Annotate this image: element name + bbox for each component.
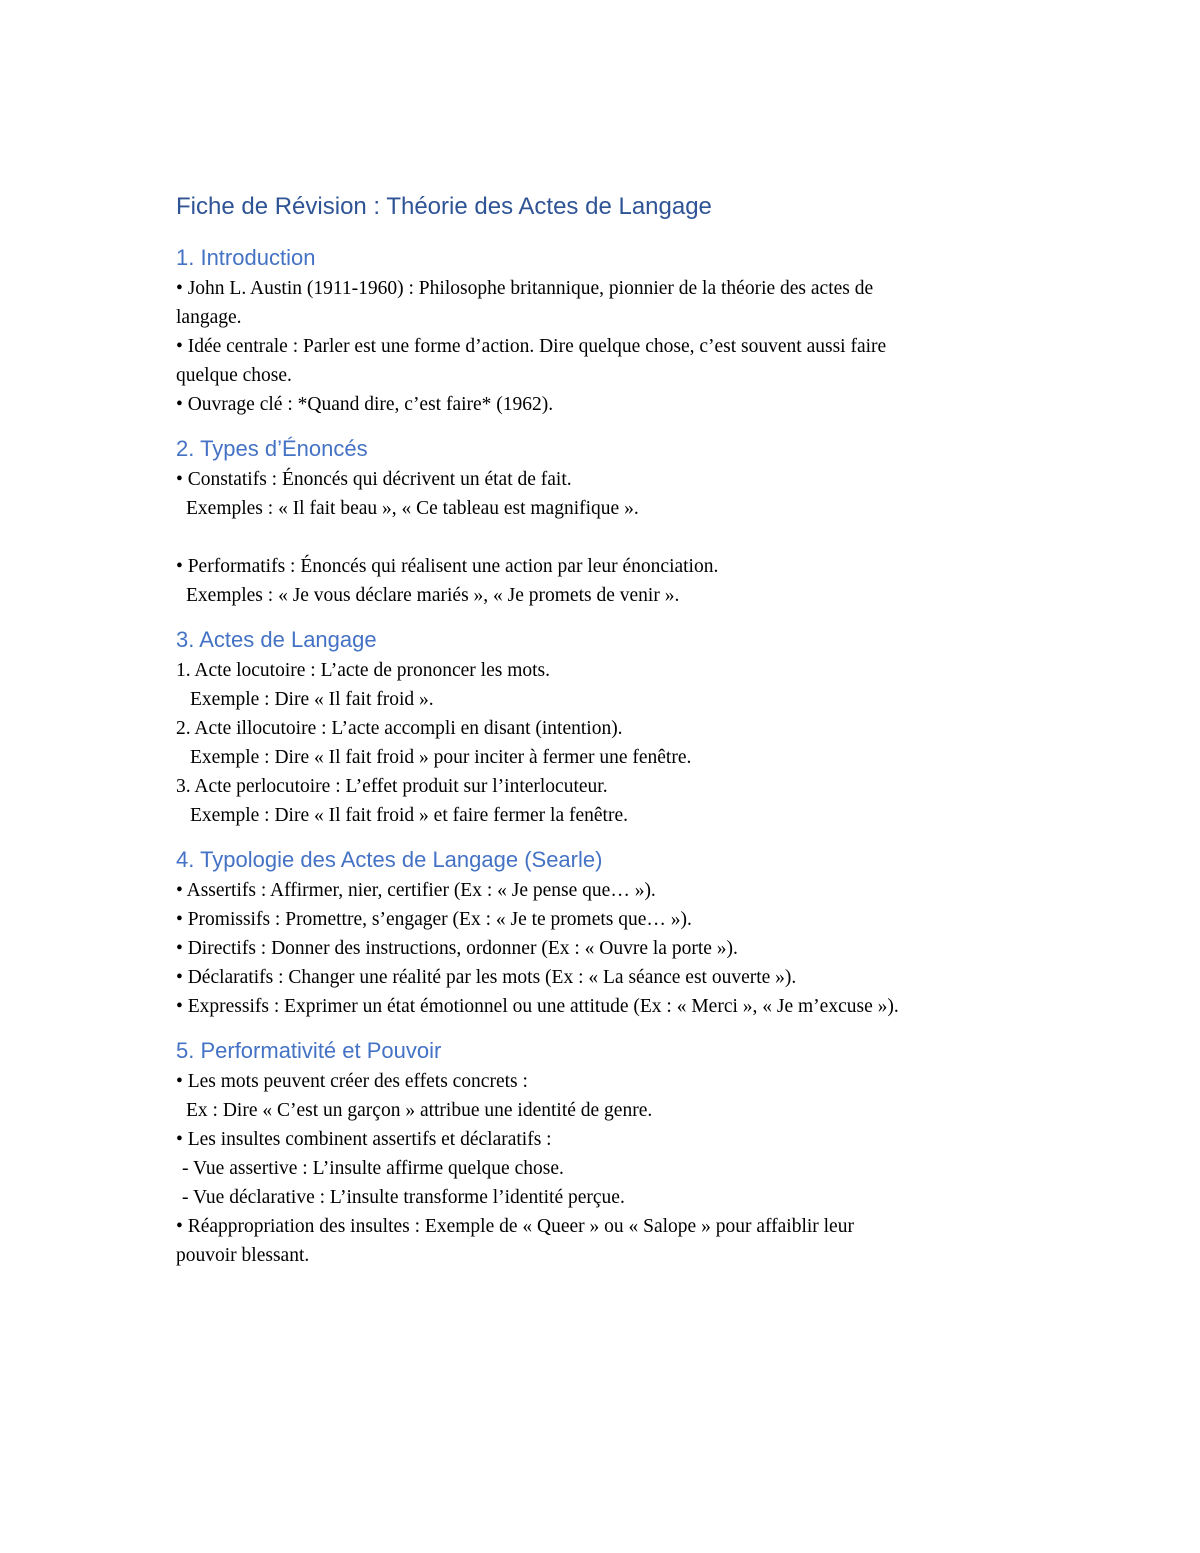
section-heading: 3. Actes de Langage [176,627,377,652]
text-line: Ex : Dire « C’est un garçon » attribue une identité de genre. [186,1100,653,1121]
text-line: • John L. Austin (1911-1960) : Philosophe britannique, pionnier de la théorie des actes de [176,278,874,299]
blank-line [176,523,1036,552]
document-page [176,188,1036,1284]
text-line: Exemple : Dire « Il fait froid » et faire fermer la fenêtre. [190,805,628,826]
text-line: • Déclaratifs : Changer une réalité par les mots (Ex : « La séance est ouverte »). [176,967,797,988]
text-line: • Promissifs : Promettre, s’engager (Ex : « Je te promets que… »). [176,909,692,930]
document-title: Fiche de Révision : Théorie des Actes de Langage [176,193,712,220]
text-line: 2. Acte illocutoire : L’acte accompli en disant (intention). [176,718,623,739]
text-line: Exemple : Dire « Il fait froid ». [190,689,434,710]
section-actes-de-langage [176,624,1036,830]
text-line: • Ouvrage clé : *Quand dire, c’est faire* (1962). [176,394,554,415]
section-types-enonces [176,433,1036,610]
text-line: - Vue déclarative : L’insulte transforme l’identité perçue. [182,1187,625,1208]
text-line: 1. Acte locutoire : L’acte de prononcer les mots. [176,660,550,681]
text-line: • Constatifs : Énoncés qui décrivent un état de fait. [176,469,572,490]
text-line: langage. [176,307,242,328]
section-performativite-pouvoir [176,1035,1036,1270]
section-heading: 1. Introduction [176,245,316,270]
section-introduction [176,242,1036,419]
text-line: quelque chose. [176,365,292,386]
text-line: 3. Acte perlocutoire : L’effet produit sur l’interlocuteur. [176,776,608,797]
text-line: • Assertifs : Affirmer, nier, certifier (Ex : « Je pense que… »). [176,880,656,901]
text-line: • Réappropriation des insultes : Exemple de « Queer » ou « Salope » pour affaiblir leur [176,1216,854,1237]
section-heading: 5. Performativité et Pouvoir [176,1038,442,1063]
text-line: • Idée centrale : Parler est une forme d’action. Dire quelque chose, c’est souvent aussi faire [176,336,887,357]
text-line: • Les mots peuvent créer des effets concrets : [176,1071,528,1092]
section-heading: 4. Typologie des Actes de Langage (Searle) [176,847,603,872]
text-line: - Vue assertive : L’insulte affirme quelque chose. [182,1158,564,1179]
text-line: • Expressifs : Exprimer un état émotionnel ou une attitude (Ex : « Merci », « Je m’excuse »). [176,996,899,1017]
text-line: Exemple : Dire « Il fait froid » pour inciter à fermer une fenêtre. [190,747,692,768]
text-line: Exemples : « Il fait beau », « Ce tableau est magnifique ». [186,498,639,519]
text-line: • Directifs : Donner des instructions, ordonner (Ex : « Ouvre la porte »). [176,938,738,959]
section-heading: 2. Types d’Énoncés [176,436,368,461]
text-line: • Performatifs : Énoncés qui réalisent une action par leur énonciation. [176,556,719,577]
section-typologie-searle [176,844,1036,1021]
text-line: pouvoir blessant. [176,1245,310,1266]
text-line: • Les insultes combinent assertifs et déclaratifs : [176,1129,552,1150]
text-line: Exemples : « Je vous déclare mariés », « Je promets de venir ». [186,585,680,606]
